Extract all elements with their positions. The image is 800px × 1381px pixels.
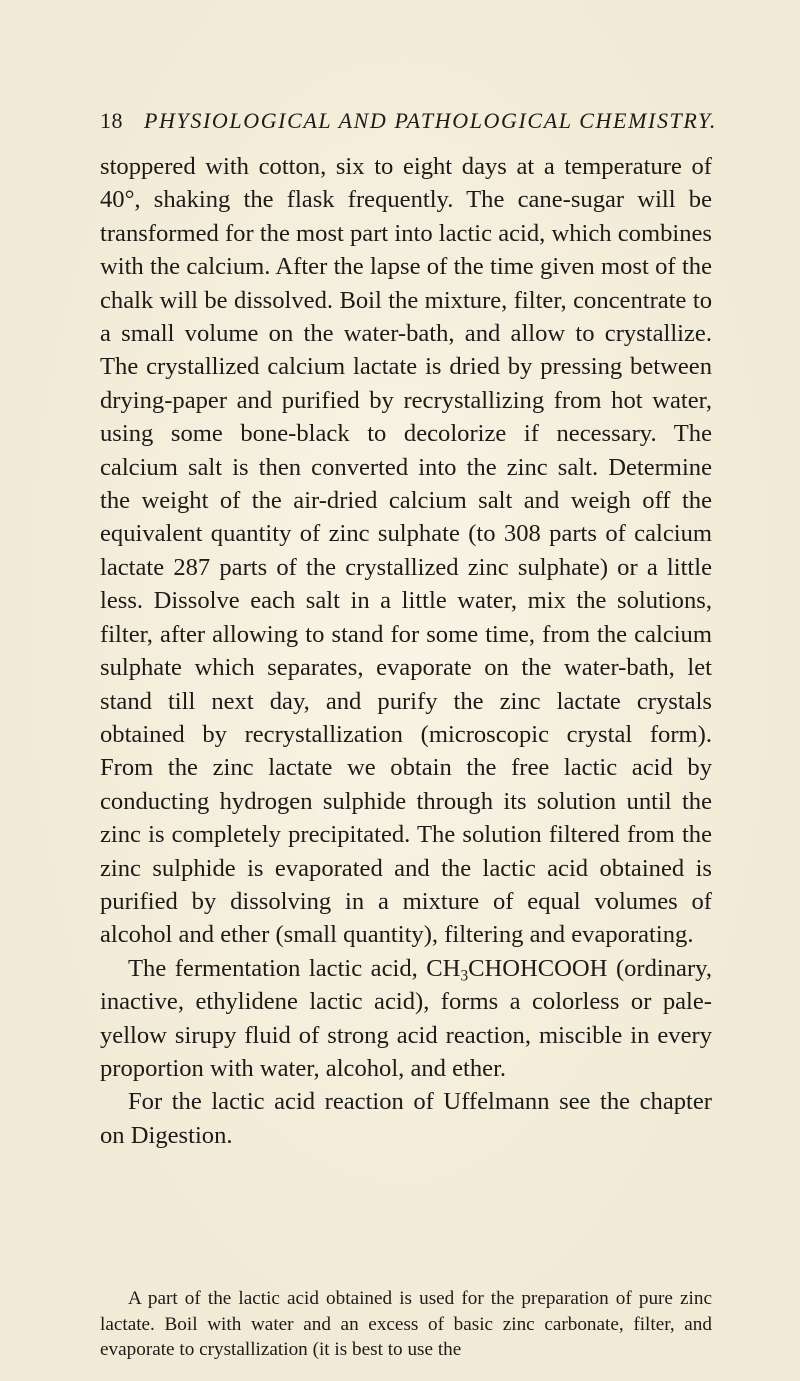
small-print-note xyxy=(100,1286,712,1363)
paragraph-uffelmann-reaction: For the lactic acid reaction of Uffelmann see the chapter on Digestion. xyxy=(100,1088,712,1149)
body-text xyxy=(100,150,712,1152)
paragraph-zinc-lactate-note: A part of the lactic acid obtained is used for the preparation of pure zinc lactate. Boil with water and an excess of basic zinc carbonate, filter, and evaporate to crystallization (it is best to use the xyxy=(100,1288,712,1360)
paragraph-fermentation-lactic-acid xyxy=(100,952,712,1086)
running-head xyxy=(100,108,720,138)
paragraph-preparation-method: stoppered with cotton, six to eight days at a temperature of 40°, shaking the flask frequently. The cane-sugar will be transformed for the most part into lactic acid, which combines with the calcium. After the lapse of the time given most of the chalk will be dissolved. Boil the mixture, filter, concentrate to a small volume on the water-bath, and allow to crystallize. The crystallized calcium lactate is dried by pressing between drying-paper and purified by recrystallizing from hot water, using some bone-black to decolorize if necessary. The calcium salt is then converted into the zinc salt. Determine the weight of the air-dried calcium salt and weigh off the equivalent quantity of zinc sulphate (to 308 parts of calcium lactate 287 parts of the crystallized zinc sulphate) or a little less. Dissolve each salt in a little water, mix the solutions, filter, after allowing to stand for some time, from the calcium sulphate which separates, evaporate on the water-bath, let stand till next day, and purify the zinc lactate crystals obtained by recrystallization (microscopic crystal form). From the zinc lactate we obtain the free lactic acid by conducting hydrogen sulphide through its solution until the zinc is completely precipitated. The solution filtered from the zinc sulphide is evaporated and the lactic acid obtained is purified by dissolving in a mixture of equal volumes of alcohol and ether (small quantity), filtering and evaporating. xyxy=(100,153,712,949)
running-head-title: PHYSIOLOGICAL AND PATHOLOGICAL CHEMISTRY. xyxy=(144,108,717,133)
formula-text-after: CHOHCOOH (ordinary, inactive, ethylidene lactic acid), forms a colorless or pale-yellow sirupy fluid of strong acid reaction, miscible in every proportion with water, alcohol, and ether. xyxy=(100,954,712,1082)
page-number: 18 xyxy=(100,108,123,133)
formula-subscript: 3 xyxy=(460,967,469,985)
formula-text-before: The fermentation lactic acid, CH xyxy=(128,954,461,982)
